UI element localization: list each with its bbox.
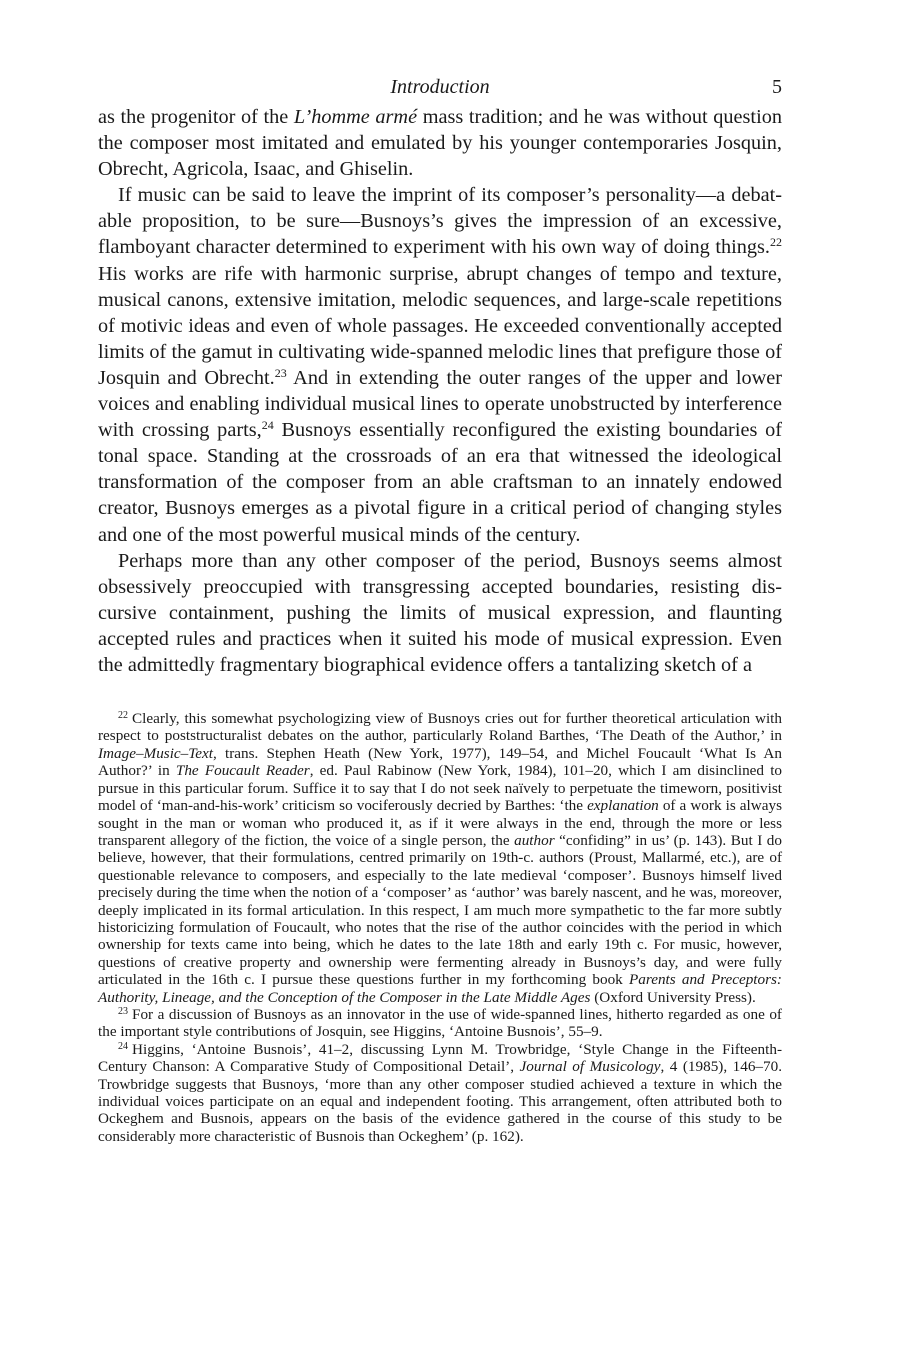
- book-page: [98, 74, 782, 1145]
- paragraph-3: Perhaps more than any other composer of the period, Busnoys seems almost obsessively preoccupied with transgressing accepted boundaries, resisting discursive containment, pushing the limits of musical expression, and flaunting accepted rules and practices when it suited his mode of musical expression. Even the admittedly fragmentary biographical evidence offers a tantalizing sketch of a: [98, 549, 782, 676]
- footnote-24: $^{24}$ Higgins, ‘Antoine Busnois’, 41–2, discussing Lynn M. Trowbridge, ‘Style Change in the Fifteenth-Century Chanson: A Comparative Study of Compositional Detail’, Journal of Musicology, 4 (1985), 146–70. Trowbridge suggests that Busnoys, ‘more than any other composer studied achieved a texture in which the individual voices participate on an equal and independent footing. This arrangement, often attributed both to Ockeghem and Busnois, appears on the basis of the evidence gathered in the course of this study to be considerably more characteristic of Busnois than Ockeghem’ (p. 162).: [98, 1040, 783, 1145]
- footnote-23: $^{23}$ For a discussion of Busnoys as an innovator in the use of wide-spanned lines, hitherto regarded as one of the important style contributions of Josquin, see Higgins, ‘Antoine Busnois’, 55–9.: [98, 1005, 782, 1041]
- running-title: Introduction: [390, 76, 490, 98]
- footnotes: [98, 710, 782, 1145]
- footnote-ref-24[interactable]: 24: [261, 418, 274, 433]
- paragraph-1: as the progenitor of the L’homme armé mass tradition; and he was without question the composer most imitated and emulated by his younger contemporaries Josquin, Obrecht, Agricola, Isaac, and Ghiselin.: [98, 106, 782, 181]
- footnote-number: 22: [118, 710, 128, 722]
- italic-title: L’homme armé: [293, 106, 418, 128]
- footnote-22: $^{22}$ Clearly, this somewhat psychologizing view of Busnoys cries out for further theoretical articulation with respect to poststructuralist debates on the author, particularly Roland Barthes, ‘The Death of the Author,’ in Image–Music–Text, trans. Stephen Heath (New York, 1977), 149–54, and Michel Foucault ‘What Is An Author?’ in The Foucault Reader, ed. Paul Rabinow (New York, 1984), 101–20, which I am disinclined to pursue in this particular forum. Suffice it to say that I do not seek naïvely to perpetuate the timeworn, positivist model of ‘man-and-his-work’ criticism so vociferously decried by Barthes: ‘the explanation of a work is always sought in the man or woman who produced it, as if it were always in the end, through the more or less transparent allegory of the fiction, the voice of a single person, the author “confiding” in us’ (p. 143). But I do believe, however, that their formulations, centred primarily on 19th-c. authors (Proust, Mallarmé, etc.), are of questionable relevance to composers, and especially to the late medieval ‘composer’. Busnoys himself lived precisely during the time when the notion of a ‘composer’ as ‘author’ was barely nascent, and he was, moreover, deeply implicated in its formal articulation. In this respect, I am much more sympathetic to the far more subtly historicizing formulation of Foucault, who notes that the rise of the author coincides with the period in which ownership for texts came into being, which he dates to the late 18th and early 19th c. For music, however, questions of creative property and ownership were fermenting already in Busnoys’s day, and were fully articulated in the 16th c. I pursue these questions further in my forthcoming book Parents and Preceptors: Authority, Lineage, and the Conception of the Composer in the Late Middle Ages (Oxford University Press).: [98, 710, 783, 1006]
- running-head: [98, 74, 782, 104]
- footnote-ref-23[interactable]: 23: [274, 365, 287, 380]
- footnote-number: 23: [118, 1005, 128, 1017]
- footnote-number: 24: [118, 1040, 128, 1052]
- paragraph-2: If music can be said to leave the imprint of its composer’s personality—a debatable proposition, to be sure—Busnoys’s gives the impression of an excessive, flamboyant character determined to experiment with his own way of doing things.$^{22}$ His works are rife with harmonic surprise, abrupt changes of tempo and texture, musical canons, extensive imitation, melodic sequences, and large-scale repetitions of motivic ideas and even of whole passages. He exceeded conventionally accepted limits of the gamut in cultivating wide-spanned melodic lines that prefigure those of Josquin and Obrecht.$^{23}$ And in extending the outer ranges of the upper and lower voices and enabling individual musical lines to operate unobstructed by interference with crossing parts,$^{24}$ Busnoys essentially reconfigured the existing boundaries of tonal space. Standing at the crossroads of an era that witnessed the ideological transformation of the composer from an able craftsman to an innately endowed creator, Busnoys emerges as a pivotal figure in a critical period of changing styles and one of the most powerful musical minds of the century.: [98, 184, 782, 546]
- main-text: [98, 104, 782, 678]
- footnote-ref-22[interactable]: 22: [770, 235, 782, 250]
- page-number: 5: [772, 76, 782, 98]
